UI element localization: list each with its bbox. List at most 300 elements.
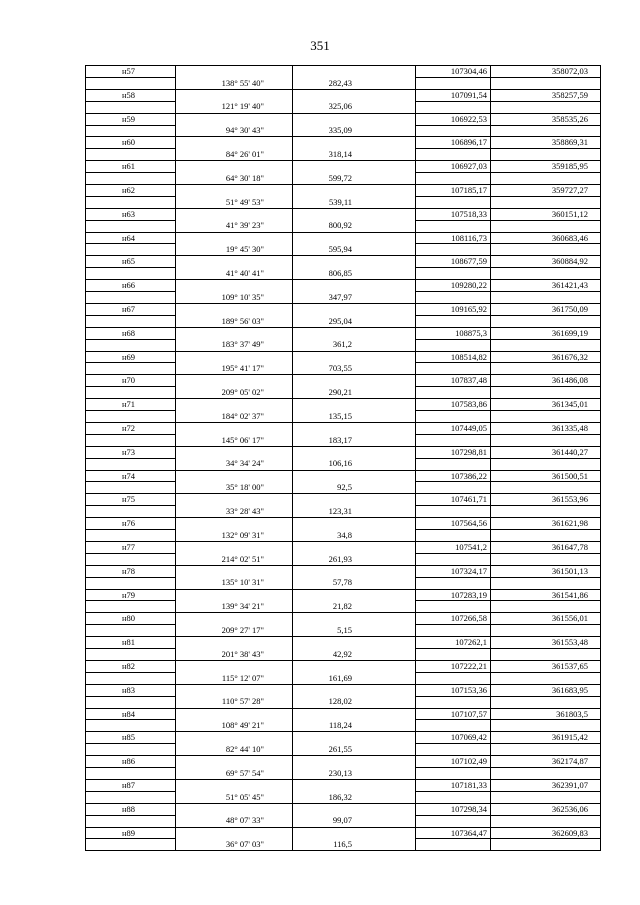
blank-cell [176,589,293,601]
y-coordinate-cell: 361440,27 [491,446,601,458]
blank-cell [86,744,176,756]
segment-row [86,482,601,494]
x-coordinate-cell: 107283,19 [416,589,491,601]
blank-cell [416,220,491,232]
blank-cell [416,244,491,256]
blank-cell [86,411,176,423]
y-coordinate-cell: 359185,95 [491,161,601,173]
table-body [86,66,601,851]
blank-cell [416,411,491,423]
point-row [86,351,601,363]
segment-row [86,649,601,661]
point-row [86,113,601,125]
blank-cell [293,137,416,149]
x-coordinate-cell: 106896,17 [416,137,491,149]
point-name-cell: н72 [86,422,176,434]
segment-row [86,101,601,113]
blank-cell [491,220,601,232]
point-row [86,303,601,315]
blank-cell [293,470,416,482]
y-coordinate-cell: 361421,43 [491,280,601,292]
blank-cell [491,387,601,399]
point-name-cell: н64 [86,232,176,244]
point-row [86,589,601,601]
blank-cell [86,482,176,494]
blank-cell [491,411,601,423]
blank-cell [293,637,416,649]
distance-cell: 599,72 [293,173,416,185]
x-coordinate-cell: 107364,47 [416,827,491,839]
blank-cell [176,327,293,339]
segment-row [86,577,601,589]
y-coordinate-cell: 361676,32 [491,351,601,363]
blank-cell [176,708,293,720]
blank-cell [86,458,176,470]
distance-cell: 282,43 [293,77,416,89]
point-name-cell: н87 [86,779,176,791]
blank-cell [416,101,491,113]
y-coordinate-cell: 360151,12 [491,208,601,220]
blank-cell [86,77,176,89]
point-row [86,660,601,672]
point-name-cell: н89 [86,827,176,839]
blank-cell [176,518,293,530]
y-coordinate-cell: 361621,98 [491,518,601,530]
direction-angle-cell: 201° 38' 43" [176,649,293,661]
blank-cell [176,684,293,696]
blank-cell [416,268,491,280]
blank-cell [416,839,491,851]
blank-cell [86,387,176,399]
point-row [86,541,601,553]
point-row [86,518,601,530]
distance-cell: 347,97 [293,292,416,304]
blank-cell [491,434,601,446]
blank-cell [293,565,416,577]
distance-cell: 800,92 [293,220,416,232]
point-row [86,446,601,458]
blank-cell [416,696,491,708]
blank-cell [176,208,293,220]
segment-row [86,768,601,780]
blank-cell [293,756,416,768]
point-name-cell: н57 [86,66,176,78]
point-row [86,184,601,196]
blank-cell [491,744,601,756]
point-name-cell: н77 [86,541,176,553]
boundary-points-table [85,65,601,851]
distance-cell: 261,55 [293,744,416,756]
blank-cell [86,173,176,185]
blank-cell [416,815,491,827]
blank-cell [491,768,601,780]
blank-cell [293,518,416,530]
direction-angle-cell: 209° 27' 17" [176,625,293,637]
point-row [86,732,601,744]
blank-cell [491,506,601,518]
direction-angle-cell: 51° 49' 53" [176,196,293,208]
blank-cell [176,66,293,78]
segment-row [86,315,601,327]
segment-row [86,815,601,827]
y-coordinate-cell: 358072,03 [491,66,601,78]
distance-cell: 123,31 [293,506,416,518]
y-coordinate-cell: 361699,19 [491,327,601,339]
direction-angle-cell: 209° 05' 02" [176,387,293,399]
y-coordinate-cell: 361915,42 [491,732,601,744]
segment-row [86,434,601,446]
distance-cell: 135,15 [293,411,416,423]
blank-cell [293,613,416,625]
blank-cell [293,732,416,744]
blank-cell [293,827,416,839]
point-row [86,637,601,649]
segment-row [86,791,601,803]
distance-cell: 106,16 [293,458,416,470]
blank-cell [176,637,293,649]
page-number: 351 [310,38,330,53]
point-name-cell: н67 [86,303,176,315]
y-coordinate-cell: 361541,86 [491,589,601,601]
direction-angle-cell: 35° 18' 00" [176,482,293,494]
y-coordinate-cell: 358535,26 [491,113,601,125]
blank-cell [176,232,293,244]
x-coordinate-cell: 109280,22 [416,280,491,292]
direction-angle-cell: 115° 12' 07" [176,672,293,684]
y-coordinate-cell: 362391,07 [491,779,601,791]
point-row [86,256,601,268]
blank-cell [491,720,601,732]
x-coordinate-cell: 107541,2 [416,541,491,553]
blank-cell [491,815,601,827]
direction-angle-cell: 19° 45' 30" [176,244,293,256]
blank-cell [176,827,293,839]
blank-cell [416,387,491,399]
blank-cell [86,220,176,232]
blank-cell [293,779,416,791]
blank-cell [491,268,601,280]
x-coordinate-cell: 107304,46 [416,66,491,78]
point-row [86,232,601,244]
point-row [86,327,601,339]
point-name-cell: н66 [86,280,176,292]
blank-cell [491,339,601,351]
point-name-cell: н75 [86,494,176,506]
blank-cell [491,553,601,565]
blank-cell [176,660,293,672]
y-coordinate-cell: 361750,09 [491,303,601,315]
point-name-cell: н74 [86,470,176,482]
blank-cell [86,672,176,684]
distance-cell: 325,06 [293,101,416,113]
point-name-cell: н83 [86,684,176,696]
distance-cell: 230,13 [293,768,416,780]
blank-cell [491,363,601,375]
segment-row [86,77,601,89]
blank-cell [176,280,293,292]
blank-cell [86,768,176,780]
distance-cell: 595,94 [293,244,416,256]
x-coordinate-cell: 107262,1 [416,637,491,649]
blank-cell [293,232,416,244]
blank-cell [86,125,176,137]
segment-row [86,149,601,161]
x-coordinate-cell: 107298,81 [416,446,491,458]
x-coordinate-cell: 107185,17 [416,184,491,196]
y-coordinate-cell: 361335,48 [491,422,601,434]
blank-cell [86,696,176,708]
point-name-cell: н69 [86,351,176,363]
blank-cell [86,506,176,518]
direction-angle-cell: 64° 30' 18" [176,173,293,185]
segment-row [86,387,601,399]
point-name-cell: н81 [86,637,176,649]
x-coordinate-cell: 106927,03 [416,161,491,173]
blank-cell [176,89,293,101]
point-row [86,684,601,696]
y-coordinate-cell: 362609,83 [491,827,601,839]
blank-cell [176,613,293,625]
direction-angle-cell: 36° 07' 03" [176,839,293,851]
distance-cell: 261,93 [293,553,416,565]
blank-cell [491,577,601,589]
blank-cell [86,530,176,542]
point-name-cell: н79 [86,589,176,601]
segment-row [86,530,601,542]
y-coordinate-cell: 358257,59 [491,89,601,101]
distance-cell: 118,24 [293,720,416,732]
direction-angle-cell: 189° 56' 03" [176,315,293,327]
blank-cell [86,649,176,661]
segment-row [86,506,601,518]
y-coordinate-cell: 362536,06 [491,803,601,815]
point-name-cell: н82 [86,660,176,672]
blank-cell [293,375,416,387]
blank-cell [416,339,491,351]
blank-cell [491,101,601,113]
direction-angle-cell: 51° 05' 45" [176,791,293,803]
y-coordinate-cell: 361537,65 [491,660,601,672]
blank-cell [86,196,176,208]
blank-cell [86,553,176,565]
blank-cell [293,161,416,173]
blank-cell [491,791,601,803]
point-row [86,375,601,387]
distance-cell: 335,09 [293,125,416,137]
x-coordinate-cell: 106922,53 [416,113,491,125]
x-coordinate-cell: 108875,3 [416,327,491,339]
blank-cell [491,244,601,256]
point-name-cell: н59 [86,113,176,125]
blank-cell [86,577,176,589]
y-coordinate-cell: 361500,51 [491,470,601,482]
x-coordinate-cell: 107153,36 [416,684,491,696]
blank-cell [176,184,293,196]
blank-cell [416,577,491,589]
y-coordinate-cell: 361556,01 [491,613,601,625]
x-coordinate-cell: 107107,57 [416,708,491,720]
distance-cell: 99,07 [293,815,416,827]
x-coordinate-cell: 107069,42 [416,732,491,744]
blank-cell [293,589,416,601]
blank-cell [176,779,293,791]
blank-cell [293,184,416,196]
direction-angle-cell: 138° 55' 40" [176,77,293,89]
blank-cell [416,553,491,565]
distance-cell: 539,11 [293,196,416,208]
blank-cell [293,113,416,125]
blank-cell [491,196,601,208]
blank-cell [86,434,176,446]
blank-cell [176,399,293,411]
direction-angle-cell: 41° 39' 23" [176,220,293,232]
point-row [86,161,601,173]
point-name-cell: н61 [86,161,176,173]
segment-row [86,173,601,185]
point-name-cell: н60 [86,137,176,149]
direction-angle-cell: 33° 28' 43" [176,506,293,518]
direction-angle-cell: 132° 09' 31" [176,530,293,542]
blank-cell [491,649,601,661]
x-coordinate-cell: 107266,58 [416,613,491,625]
distance-cell: 128,02 [293,696,416,708]
blank-cell [416,744,491,756]
blank-cell [491,672,601,684]
blank-cell [416,292,491,304]
direction-angle-cell: 214° 02' 51" [176,553,293,565]
point-row [86,613,601,625]
blank-cell [491,125,601,137]
point-row [86,708,601,720]
blank-cell [176,565,293,577]
blank-cell [416,672,491,684]
y-coordinate-cell: 361553,96 [491,494,601,506]
point-row [86,422,601,434]
y-coordinate-cell: 361683,95 [491,684,601,696]
blank-cell [176,422,293,434]
blank-cell [416,625,491,637]
distance-cell: 57,78 [293,577,416,589]
point-row [86,756,601,768]
direction-angle-cell: 110° 57' 28" [176,696,293,708]
distance-cell: 703,55 [293,363,416,375]
x-coordinate-cell: 107298,34 [416,803,491,815]
blank-cell [293,708,416,720]
distance-cell: 186,32 [293,791,416,803]
blank-cell [176,494,293,506]
distance-cell: 806,85 [293,268,416,280]
segment-row [86,601,601,613]
direction-angle-cell: 109° 10' 35" [176,292,293,304]
x-coordinate-cell: 107518,33 [416,208,491,220]
y-coordinate-cell: 360884,92 [491,256,601,268]
point-row [86,66,601,78]
point-row [86,137,601,149]
point-name-cell: н58 [86,89,176,101]
point-name-cell: н68 [86,327,176,339]
blank-cell [491,149,601,161]
point-name-cell: н70 [86,375,176,387]
segment-row [86,125,601,137]
blank-cell [416,649,491,661]
blank-cell [491,315,601,327]
blank-cell [491,530,601,542]
point-row [86,470,601,482]
x-coordinate-cell: 107091,54 [416,89,491,101]
blank-cell [293,494,416,506]
blank-cell [86,625,176,637]
blank-cell [176,113,293,125]
blank-cell [176,803,293,815]
x-coordinate-cell: 107461,71 [416,494,491,506]
blank-cell [491,77,601,89]
y-coordinate-cell: 359727,27 [491,184,601,196]
y-coordinate-cell: 362174,87 [491,756,601,768]
distance-cell: 34,8 [293,530,416,542]
blank-cell [491,173,601,185]
segment-row [86,672,601,684]
point-row [86,803,601,815]
blank-cell [293,208,416,220]
segment-row [86,625,601,637]
direction-angle-cell: 82° 44' 10" [176,744,293,756]
blank-cell [416,506,491,518]
y-coordinate-cell: 361345,01 [491,399,601,411]
x-coordinate-cell: 107324,17 [416,565,491,577]
blank-cell [416,363,491,375]
x-coordinate-cell: 107102,49 [416,756,491,768]
y-coordinate-cell: 358869,31 [491,137,601,149]
blank-cell [86,101,176,113]
distance-cell: 183,17 [293,434,416,446]
segment-row [86,696,601,708]
blank-cell [491,696,601,708]
segment-row [86,339,601,351]
blank-cell [293,399,416,411]
blank-cell [176,756,293,768]
blank-cell [86,149,176,161]
blank-cell [416,125,491,137]
blank-cell [416,173,491,185]
blank-cell [293,280,416,292]
blank-cell [491,601,601,613]
point-row [86,565,601,577]
blank-cell [86,815,176,827]
blank-cell [176,375,293,387]
direction-angle-cell: 135° 10' 31" [176,577,293,589]
point-row [86,399,601,411]
distance-cell: 361,2 [293,339,416,351]
blank-cell [176,161,293,173]
segment-row [86,458,601,470]
blank-cell [293,256,416,268]
direction-angle-cell: 41° 40' 41" [176,268,293,280]
blank-cell [416,601,491,613]
y-coordinate-cell: 360683,46 [491,232,601,244]
point-name-cell: н73 [86,446,176,458]
x-coordinate-cell: 109165,92 [416,303,491,315]
blank-cell [491,458,601,470]
segment-row [86,244,601,256]
point-row [86,208,601,220]
point-name-cell: н76 [86,518,176,530]
segment-row [86,553,601,565]
segment-row [86,363,601,375]
point-name-cell: н71 [86,399,176,411]
direction-angle-cell: 139° 34' 21" [176,601,293,613]
y-coordinate-cell: 361553,48 [491,637,601,649]
point-row [86,827,601,839]
